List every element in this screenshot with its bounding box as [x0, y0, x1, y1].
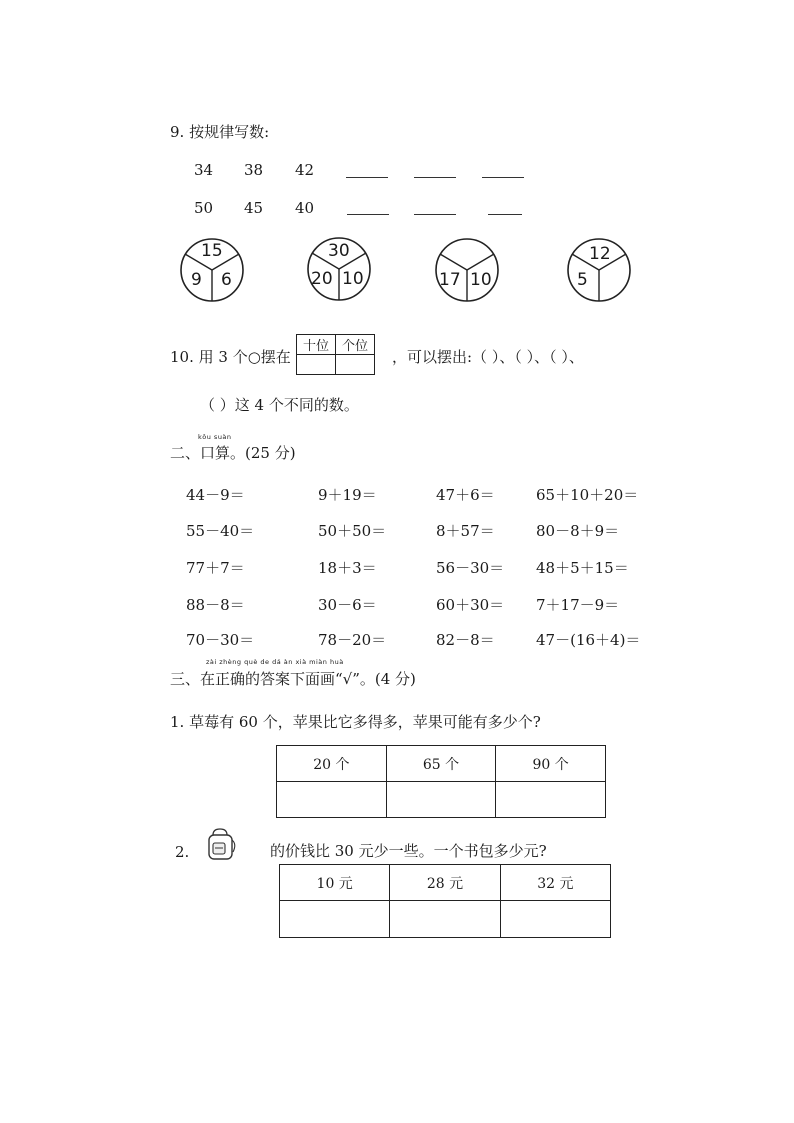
answer-option: 90 个: [496, 746, 606, 782]
oral-problem: 78－20＝: [318, 631, 387, 649]
sequence-2-number: 40: [295, 199, 315, 217]
sequence-1-number: 38: [244, 161, 264, 179]
section-2-title: 二、口算。(25 分): [170, 444, 296, 462]
circle-number-left: 5: [577, 270, 588, 290]
number-circle-3: [434, 237, 500, 303]
section-3-question-2: 的价钱比 30 元少一些。一个书包多少元?: [270, 842, 547, 860]
oral-problem: 47＋6＝: [436, 486, 495, 504]
sequence-1-number: 42: [295, 161, 315, 179]
answer-option: 32 元: [500, 865, 610, 901]
oral-problem: 55－40＝: [186, 522, 255, 540]
oral-problem: 88－8＝: [186, 596, 245, 614]
tens-place-header: 十位: [297, 335, 336, 355]
oral-problem: 80－8＋9＝: [536, 522, 620, 540]
oral-problem: 77＋7＝: [186, 559, 245, 577]
answer-option: 20 个: [277, 746, 387, 782]
place-value-table: [296, 334, 375, 375]
question-10-prefix: 10. 用 3 个○摆在: [170, 348, 291, 366]
oral-problem: 60＋30＝: [436, 596, 505, 614]
answer-option: 10 元: [280, 865, 390, 901]
answer-table-1: [276, 745, 606, 818]
circle-number-right: 10: [342, 269, 364, 289]
section-3-title: 三、在正确的答案下面画“√”。(4 分): [170, 670, 416, 688]
check-cell[interactable]: [280, 901, 390, 938]
oral-problem: 30－6＝: [318, 596, 377, 614]
answer-blank[interactable]: [482, 177, 524, 178]
oral-problem: 56－30＝: [436, 559, 505, 577]
tens-place-cell[interactable]: [297, 355, 336, 375]
number-circle-4: [566, 237, 632, 303]
answer-blank[interactable]: [488, 214, 522, 215]
circle-number-right: 10: [470, 270, 492, 290]
oral-problem: 82－8＝: [436, 631, 495, 649]
schoolbag-icon: [203, 826, 239, 862]
oral-problem: 18＋3＝: [318, 559, 377, 577]
check-cell[interactable]: [390, 901, 500, 938]
answer-option: 65 个: [386, 746, 496, 782]
sequence-2-number: 45: [244, 199, 264, 217]
oral-problem: 9＋19＝: [318, 486, 377, 504]
circle-number-top: 12: [589, 244, 611, 264]
oral-problem: 50＋50＝: [318, 522, 387, 540]
answer-blank[interactable]: [346, 177, 388, 178]
check-cell[interactable]: [496, 782, 606, 818]
answer-blank[interactable]: [414, 177, 456, 178]
answer-blank[interactable]: [414, 214, 456, 215]
answer-option: 28 元: [390, 865, 500, 901]
circle-number-left: 17: [439, 270, 461, 290]
section-3-pinyin: zài zhèng què de dá àn xià miàn huà: [206, 658, 344, 666]
check-cell[interactable]: [500, 901, 610, 938]
sequence-1-number: 34: [194, 161, 214, 179]
oral-problem: 48＋5＋15＝: [536, 559, 629, 577]
answer-blank[interactable]: [347, 214, 389, 215]
question-9-title: 9. 按规律写数:: [170, 123, 270, 141]
circle-number-right: 6: [221, 270, 232, 290]
check-cell[interactable]: [277, 782, 387, 818]
sequence-2-number: 50: [194, 199, 214, 217]
check-cell[interactable]: [386, 782, 496, 818]
number-circle-1: [179, 237, 245, 303]
question-10-line2: （ ）这 4 个不同的数。: [200, 396, 359, 414]
oral-problem: 70－30＝: [186, 631, 255, 649]
number-circle-2: [306, 236, 372, 302]
oral-problem: 7＋17－9＝: [536, 596, 620, 614]
circle-number-top: 15: [201, 241, 223, 261]
ones-place-cell[interactable]: [336, 355, 375, 375]
circle-number-top: 30: [328, 241, 350, 261]
question-10-answers: ，可以摆出:（ ）、（ ）、（ ）、: [392, 348, 584, 366]
answer-table-2: [279, 864, 611, 938]
oral-problem: 44－9＝: [186, 486, 245, 504]
circle-number-left: 9: [191, 270, 202, 290]
section-3-question-1: 1. 草莓有 60 个，苹果比它多得多，苹果可能有多少个?: [170, 713, 541, 731]
section-2-pinyin: kǒu suàn: [198, 433, 232, 441]
oral-problem: 65＋10＋20＝: [536, 486, 639, 504]
oral-problem: 8＋57＝: [436, 522, 495, 540]
ones-place-header: 个位: [336, 335, 375, 355]
section-3-question-2-number: 2.: [175, 843, 190, 861]
oral-problem: 47－(16＋4)＝: [536, 631, 641, 649]
circle-number-left: 20: [311, 269, 333, 289]
